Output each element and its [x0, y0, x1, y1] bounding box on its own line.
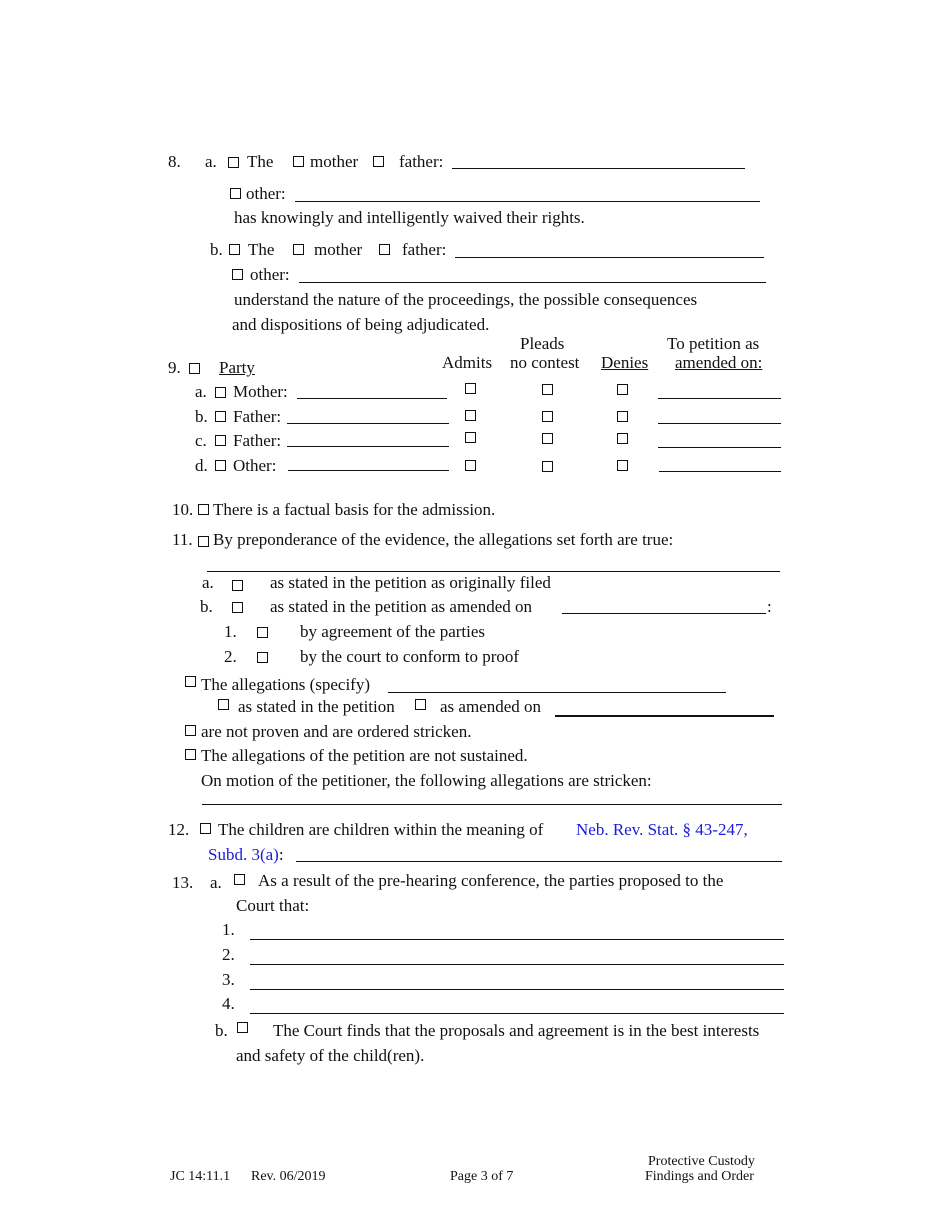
item-11b-colon: :: [767, 597, 772, 616]
item-8a-the-label: The: [247, 152, 274, 171]
party-row-c-checkbox[interactable]: [215, 435, 226, 446]
item-11-checkbox[interactable]: [198, 536, 209, 547]
party-row-d-nocontest-checkbox[interactable]: [542, 461, 553, 472]
footer-revision: Rev. 06/2019: [251, 1169, 326, 1184]
item-8b-father-line[interactable]: [455, 257, 764, 258]
item-13b-text-2: and safety of the child(ren).: [236, 1046, 425, 1065]
party-row-d-denies-checkbox[interactable]: [617, 460, 628, 471]
item-11b-checkbox[interactable]: [232, 602, 243, 613]
item-13-number: 13.: [172, 873, 194, 892]
item-8b-other-label: other:: [250, 265, 290, 284]
not-sustained-checkbox[interactable]: [185, 749, 196, 760]
item-11b1-text: by agreement of the parties: [300, 622, 486, 641]
item-8b-other-checkbox[interactable]: [232, 269, 243, 280]
proposal-2-line[interactable]: [250, 964, 784, 965]
item-12-number: 12.: [168, 820, 190, 839]
item-8b-other-line[interactable]: [299, 282, 766, 283]
header-denies: Denies: [601, 353, 649, 372]
party-row-b-admits-checkbox[interactable]: [465, 410, 476, 421]
party-row-a-letter: a.: [195, 382, 207, 401]
item-8b-the-checkbox[interactable]: [229, 244, 240, 255]
party-row-b-letter: b.: [195, 407, 208, 426]
party-row-a-nocontest-checkbox[interactable]: [542, 384, 553, 395]
party-row-c-denies-checkbox[interactable]: [617, 433, 628, 444]
allegations-as-stated-checkbox[interactable]: [218, 699, 229, 710]
item-13b-label: b.: [215, 1021, 228, 1040]
party-row-c-label: Father:: [233, 431, 282, 450]
item-11b2-checkbox[interactable]: [257, 652, 268, 663]
header-pleads-2: no contest: [510, 353, 580, 372]
item-8b-text-1: understand the nature of the proceedings, the possible consequences: [234, 290, 698, 309]
item-10-number: 10.: [172, 500, 194, 519]
party-row-c-letter: c.: [195, 431, 207, 450]
proposal-3-number: 3.: [222, 970, 235, 989]
party-row-c-name-line[interactable]: [287, 446, 449, 447]
item-10-text: There is a factual basis for the admission.: [213, 500, 496, 519]
header-pleads-1: Pleads: [520, 334, 565, 353]
item-8b-label: b.: [210, 240, 223, 259]
party-row-d-name-line[interactable]: [288, 470, 449, 471]
item-8a-other-checkbox[interactable]: [230, 188, 241, 199]
party-row-a-label: Mother:: [233, 382, 288, 401]
item-9-number: 9.: [168, 358, 181, 377]
item-11a-checkbox[interactable]: [232, 580, 243, 591]
item-13a-text-1: As a result of the pre-hearing conference, the parties proposed to the: [258, 871, 724, 890]
proposal-3-line[interactable]: [250, 989, 784, 990]
item-11-text: By preponderance of the evidence, the allegations set forth are true:: [213, 530, 674, 549]
item-9-checkbox[interactable]: [189, 363, 200, 374]
item-8b-father-label: father:: [402, 240, 447, 259]
proposal-4-number: 4.: [222, 994, 235, 1013]
item-8a-mother-label: mother: [310, 152, 359, 171]
item-11-line[interactable]: [207, 571, 780, 572]
item-12-text: The children are children within the meaning of: [218, 820, 544, 839]
party-row-b-amended-line[interactable]: [658, 423, 781, 424]
item-12-checkbox[interactable]: [200, 823, 211, 834]
not-proven-text: are not proven and are ordered stricken.: [201, 722, 472, 741]
item-8a-father-label: father:: [399, 152, 444, 171]
proposal-1-number: 1.: [222, 920, 235, 939]
proposal-2-number: 2.: [222, 945, 235, 964]
statute-colon: :: [278, 845, 284, 864]
header-admits: Admits: [442, 353, 493, 372]
party-row-b-nocontest-checkbox[interactable]: [542, 411, 553, 422]
footer-form-id: JC 14:11.1: [170, 1169, 231, 1184]
item-13b-text-1: The Court finds that the proposals and agreement is in the best interests: [273, 1021, 760, 1040]
party-row-a-denies-checkbox[interactable]: [617, 384, 628, 395]
item-11b1-label: 1.: [224, 622, 237, 641]
party-row-a-checkbox[interactable]: [215, 387, 226, 398]
proposal-4-line[interactable]: [250, 1013, 784, 1014]
item-11b-text: as stated in the petition as amended on: [270, 597, 533, 616]
item-11b1-checkbox[interactable]: [257, 627, 268, 638]
footer-page-number: Page 3 of 7: [450, 1169, 514, 1184]
item-8b-the-label: The: [248, 240, 275, 259]
party-row-c-amended-line[interactable]: [658, 447, 781, 448]
item-8a-label: a.: [205, 152, 217, 171]
statute-subd-link[interactable]: Subd. 3(a): [208, 845, 279, 864]
item-8a-other-label: other:: [246, 184, 286, 203]
party-row-b-checkbox[interactable]: [215, 411, 226, 422]
item-8b-mother-label: mother: [314, 240, 363, 259]
party-row-b-denies-checkbox[interactable]: [617, 411, 628, 422]
item-12-line[interactable]: [296, 861, 782, 862]
allegations-specify-text: The allegations (specify): [201, 675, 370, 694]
party-row-a-name-line[interactable]: [297, 398, 447, 399]
item-11-number: 11.: [172, 530, 193, 549]
party-row-d-admits-checkbox[interactable]: [465, 460, 476, 471]
party-row-b-name-line[interactable]: [287, 423, 449, 424]
item-8a-mother-checkbox[interactable]: [293, 156, 304, 167]
item-13a-checkbox[interactable]: [234, 874, 245, 885]
motion-stricken-text: On motion of the petitioner, the following allegations are stricken:: [201, 771, 652, 790]
party-row-d-letter: d.: [195, 456, 208, 475]
header-to-petition-2: amended on:: [675, 353, 763, 372]
item-13a-label: a.: [210, 873, 222, 892]
item-11a-label: a.: [202, 573, 214, 592]
allegations-as-stated-text: as stated in the petition: [238, 697, 395, 716]
item-11a-text: as stated in the petition as originally filed: [270, 573, 551, 592]
item-8b-text-2: and dispositions of being adjudicated.: [232, 315, 490, 334]
party-row-c-nocontest-checkbox[interactable]: [542, 433, 553, 444]
header-to-petition-1: To petition as: [667, 334, 760, 353]
item-13b-checkbox[interactable]: [237, 1022, 248, 1033]
item-11b-label: b.: [200, 597, 213, 616]
allegations-specify-checkbox[interactable]: [185, 676, 196, 687]
footer-title-2: Findings and Order: [645, 1169, 754, 1184]
party-row-c-admits-checkbox[interactable]: [465, 432, 476, 443]
header-party: Party: [219, 358, 255, 377]
not-proven-checkbox[interactable]: [185, 725, 196, 736]
party-row-d-amended-line[interactable]: [659, 471, 781, 472]
allegations-as-amended-checkbox[interactable]: [415, 699, 426, 710]
motion-stricken-line[interactable]: [202, 804, 782, 805]
item-11b-amended-date-line[interactable]: [562, 613, 766, 614]
item-8a-father-checkbox[interactable]: [373, 156, 384, 167]
item-8a-father-line[interactable]: [452, 168, 745, 169]
item-8a-text: has knowingly and intelligently waived their rights.: [234, 208, 585, 227]
item-11b2-label: 2.: [224, 647, 237, 666]
item-8b-mother-checkbox[interactable]: [293, 244, 304, 255]
statute-link[interactable]: Neb. Rev. Stat. § 43-247,: [576, 820, 748, 839]
footer-title-1: Protective Custody: [648, 1154, 755, 1169]
party-row-a-amended-line[interactable]: [658, 398, 781, 399]
allegations-as-amended-text: as amended on: [440, 697, 542, 716]
allegations-amended-date-line[interactable]: [555, 715, 774, 717]
item-8a-the-checkbox[interactable]: [228, 157, 239, 168]
party-row-d-checkbox[interactable]: [215, 460, 226, 471]
item-8b-father-checkbox[interactable]: [379, 244, 390, 255]
allegations-specify-line[interactable]: [388, 692, 726, 693]
item-8a-other-line[interactable]: [295, 201, 760, 202]
item-8-number: 8.: [168, 152, 181, 171]
proposal-1-line[interactable]: [250, 939, 784, 940]
party-row-d-label: Other:: [233, 456, 277, 475]
item-11b2-text: by the court to conform to proof: [300, 647, 520, 666]
item-13a-text-2: Court that:: [236, 896, 310, 915]
not-sustained-text: The allegations of the petition are not sustained.: [201, 746, 528, 765]
item-10-checkbox[interactable]: [198, 504, 209, 515]
party-row-a-admits-checkbox[interactable]: [465, 383, 476, 394]
party-row-b-label: Father:: [233, 407, 282, 426]
